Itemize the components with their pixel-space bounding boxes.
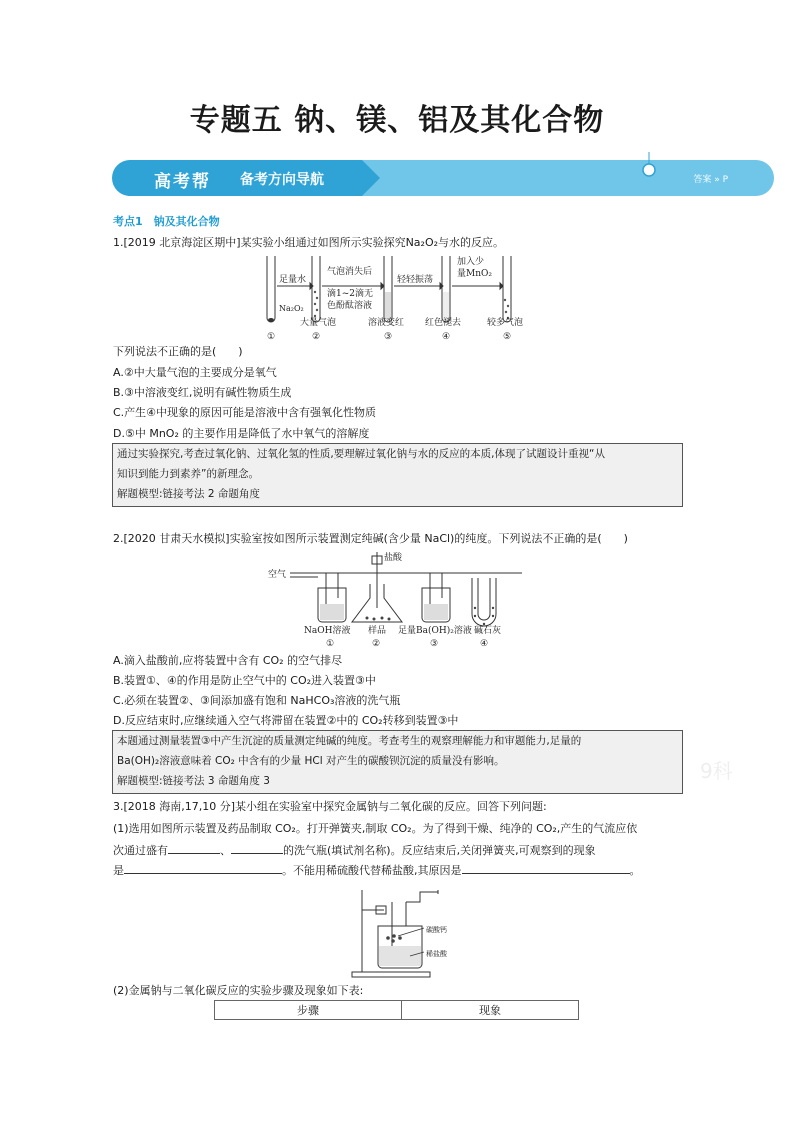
q1-num-2: ②: [312, 332, 321, 342]
q1-option-a: A.②中大量气泡的主要成分是氧气: [113, 366, 277, 379]
q3-text: 是: [113, 864, 124, 877]
q3-steps-table: [214, 1000, 579, 1020]
q2-analysis-box: [112, 730, 683, 794]
q2-num-1: ①: [326, 639, 335, 649]
q1-caption-5: 较多气泡: [487, 318, 524, 328]
q2-label-4: 碱石灰: [474, 626, 502, 636]
watermark: 9科: [700, 759, 733, 783]
q2-acid-label: 盐酸: [384, 553, 403, 563]
q2-label-2: 样品: [368, 626, 387, 636]
q1-option-d: D.⑤中 MnO₂ 的主要作用是降低了水中氧气的溶解度: [113, 427, 370, 440]
q1-step3-label: 轻轻振荡: [397, 275, 434, 285]
q1-note-line-2: 知识到能力到素养”的新理念。: [117, 468, 259, 480]
banner-subtitle: 备考方向导航: [240, 172, 324, 188]
q1-prompt: 下列说法不正确的是( ): [113, 345, 243, 358]
answer-blank-1[interactable]: [168, 842, 220, 854]
section-banner: [112, 160, 774, 196]
q1-step1-label: 足量水: [279, 275, 307, 285]
q1-num-4: ④: [442, 332, 451, 342]
q3-text: 、: [220, 844, 231, 857]
q1-num-1: ①: [267, 332, 276, 342]
q1-step2-label-a: 气泡消失后: [327, 267, 373, 277]
q2-label-3: 足量Ba(OH)₂溶液: [398, 626, 472, 636]
page-title: 专题五 钠、镁、铝及其化合物: [189, 103, 605, 138]
q2-label-1: NaOH溶液: [304, 626, 351, 636]
q2-figure: [262, 548, 532, 650]
q1-note-line-1: 通过实验探究,考查过氧化钠、过氧化氢的性质,要理解过氧化钠与水的反应的本质,体现了试题设计重视“从: [117, 448, 605, 460]
q2-option-d: D.反应结束时,应继续通入空气将滞留在装置②中的 CO₂转移到装置③中: [113, 714, 459, 727]
q1-note-line-3: 解题模型:链接考法 2 命题角度: [117, 488, 260, 500]
q2-note-line-2: Ba(OH)₂溶液意味着 CO₂ 中含有的少量 HCl 对产生的碳酸钡沉淀的质量没有影响。: [117, 755, 505, 767]
q2-option-c: C.必须在装置②、③间添加盛有饱和 NaHCO₃溶液的洗气瓶: [113, 694, 401, 707]
q3-text: 次通过盛有: [113, 844, 168, 857]
q1-step4-label-a: 加入少: [457, 257, 485, 267]
q3-text: 。: [629, 864, 641, 877]
q2-num-4: ④: [480, 639, 489, 649]
q2-note-line-1: 本题通过测量装置③中产生沉淀的质量测定纯碱的纯度。考查考生的观察理解能力和审题能力,足量的: [117, 735, 582, 747]
q3-part2: (2)金属钠与二氧化碳反应的实验步骤及现象如下表:: [113, 984, 364, 997]
q1-stem: 1.[2019 北京海淀区期中]某实验小组通过如图所示实验探究Na₂O₂与水的反应。: [113, 236, 505, 249]
q1-figure: [255, 252, 545, 344]
q1-na2o2-label: Na₂O₂: [279, 304, 304, 313]
q1-num-3: ③: [384, 332, 393, 342]
q1-num-5: ⑤: [503, 332, 512, 342]
kaodian-heading: 考点1 钠及其化合物: [113, 215, 220, 228]
q3-kipp-figure: [348, 880, 468, 980]
q3-stem: 3.[2018 海南,17,10 分]某小组在实验室中探究金属钠与二氧化碳的反应。回答下列问题:: [113, 800, 547, 813]
answer-blank-3[interactable]: [124, 862, 282, 874]
q2-note-line-3: 解题模型:链接考法 3 命题角度 3: [117, 775, 270, 787]
answer-blank-2[interactable]: [231, 842, 283, 854]
banner-dark-segment: [112, 160, 362, 196]
q1-step4-label-b: 量MnO₂: [457, 269, 492, 279]
banner-label: 高考帮: [154, 172, 211, 192]
table-header-phenomenon: 现象: [402, 1001, 579, 1020]
answer-link[interactable]: 答案 » P: [693, 175, 728, 185]
q1-option-b: B.③中溶液变红,说明有碱性物质生成: [113, 386, 292, 399]
q3-text: 的洗气瓶(填试剂名称)。反应结束后,关闭弹簧夹,可观察到的现象: [283, 844, 596, 857]
q3-label-caco3: 碳酸钙: [426, 926, 447, 934]
q2-num-3: ③: [430, 639, 439, 649]
q2-option-b: B.装置①、④的作用是防止空气中的 CO₂进入装置③中: [113, 674, 376, 687]
q1-option-c: C.产生④中现象的原因可能是溶液中含有强氧化性物质: [113, 406, 377, 419]
q1-step2-label-b: 滴1~2滴无: [327, 289, 373, 299]
q1-caption-2: 大量气泡: [300, 318, 337, 328]
q2-option-a: A.滴入盐酸前,应将装置中含有 CO₂ 的空气排尽: [113, 654, 343, 667]
q1-step2-label-c: 色酚酞溶液: [327, 301, 373, 311]
answer-blank-4[interactable]: [462, 862, 630, 874]
q3-part1-line1: (1)选用如图所示装置及药品制取 CO₂。打开弹簧夹,制取 CO₂。为了得到干燥、纯净的 CO₂,产生的气流应依: [113, 822, 638, 835]
table-header-step: 步骤: [215, 1001, 402, 1020]
q3-part1-line3: [113, 862, 641, 878]
lightbulb-icon: [640, 152, 658, 182]
q3-label-hcl: 稀盐酸: [426, 950, 447, 958]
q2-air-label: 空气: [268, 570, 287, 580]
q1-caption-3: 溶液变红: [368, 318, 405, 328]
q3-text: 。不能用稀硫酸代替稀盐酸,其原因是: [282, 864, 462, 877]
table-header-row: [215, 1001, 579, 1020]
q1-analysis-box: [112, 443, 683, 507]
q1-caption-4: 红色褪去: [425, 318, 462, 328]
q2-stem: 2.[2020 甘肃天水模拟]实验室按如图所示装置测定纯碱(含少量 NaCl)的纯度。下列说法不正确的是( ): [113, 532, 628, 545]
q3-part1-line2: [113, 842, 596, 858]
q2-num-2: ②: [372, 639, 381, 649]
